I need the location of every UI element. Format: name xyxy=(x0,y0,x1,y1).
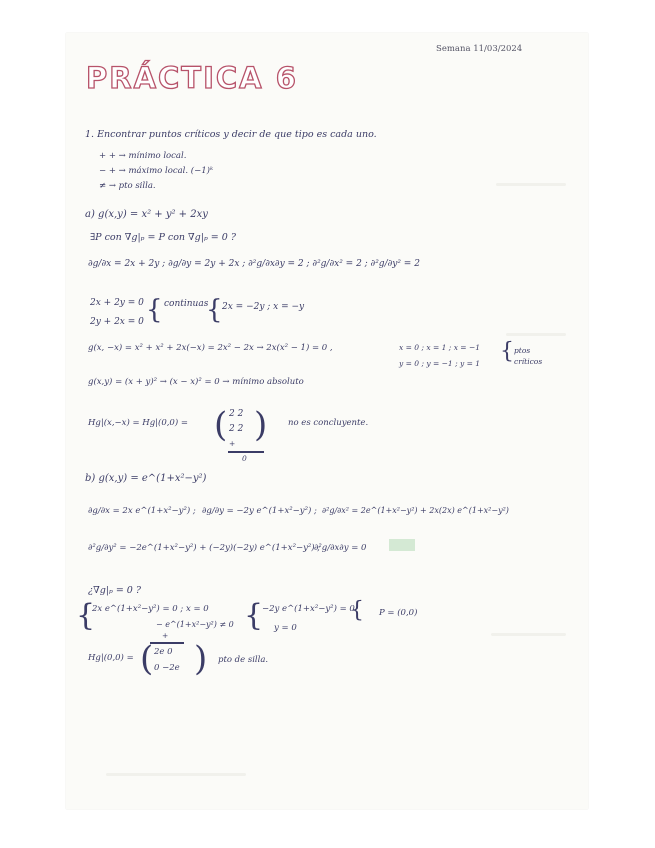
part-b-minor-sign: + xyxy=(162,631,169,640)
system-brace: { xyxy=(146,295,163,325)
matrix-left-paren: ( xyxy=(214,405,228,445)
part-a-continuous-label: continuas xyxy=(164,299,209,309)
matrix-right-paren: ) xyxy=(254,405,268,445)
part-b-critical-point: P = (0,0) xyxy=(379,608,418,618)
part-a-derivatives: ∂g/∂x = 2x + 2y ; ∂g/∂y = 2y + 2x ; ∂²g/∂x∂y = 2 ; ∂²g/∂x² = 2 ; ∂²g/∂y² = 2 xyxy=(88,259,420,269)
date-label: Semana 11/03/2024 xyxy=(436,44,523,54)
part-b-brace-2: { xyxy=(244,598,264,633)
part-a-substitution: g(x, −x) = x² + x² + 2x(−x) = 2x² − 2x → 2x(x² − 1) = 0 , xyxy=(88,343,333,353)
part-a-solution: 2x = −2y ; x = −y xyxy=(222,302,305,312)
rule-maximum: − + → máximo local. (−1)ᵏ xyxy=(99,166,214,176)
part-b-equation-2: −2y e^(1+x²−y²) = 0 xyxy=(262,604,355,614)
part-a-function: a) g(x,y) = x² + y² + 2xy xyxy=(85,209,208,220)
minor-bracket xyxy=(228,451,264,453)
part-a-matrix-row-2: 2 2 xyxy=(229,424,244,434)
part-b-question: ¿∇g|ₚ = 0 ? xyxy=(88,585,141,596)
part-b-matrix-right-paren: ) xyxy=(194,639,208,679)
exercise-statement: 1. Encontrar puntos críticos y decir de que tipo es cada uno. xyxy=(85,129,377,140)
part-a-conclusion: no es concluyente. xyxy=(288,418,369,428)
part-a-roots-x: x = 0 ; x = 1 ; x = −1 xyxy=(399,343,481,352)
part-b-dxy: ∂²g/∂x∂y = 0 xyxy=(314,543,367,553)
part-a-equation-1: 2x + 2y = 0 xyxy=(90,298,144,308)
part-b-system-brace: { xyxy=(76,598,96,633)
critical-points-brace: { xyxy=(500,339,514,364)
solution-brace: { xyxy=(206,295,223,325)
part-a-question: ∃P con ∇g|ₚ = P con ∇g|ₚ = 0 ? xyxy=(90,232,236,243)
part-b-hessian-label: Hg|(0,0) = xyxy=(88,653,134,663)
part-b-dyy: ∂²g/∂y² = −2e^(1+x²−y²) + (−2y)(−2y) e^(1+x²−y²) ; xyxy=(88,543,321,553)
part-a-matrix-row-1: 2 2 xyxy=(229,409,244,419)
rule-minimum: + + → mínimo local. xyxy=(99,151,187,161)
part-b-dx: ∂g/∂x = 2x e^(1+x²−y²) ; xyxy=(88,506,196,516)
part-b-function: b) g(x,y) = e^(1+x²−y²) xyxy=(85,473,207,484)
minor-sign: + xyxy=(229,439,236,448)
part-b-y-zero: y = 0 xyxy=(274,623,297,633)
highlighter-mark xyxy=(389,539,415,551)
part-b-minor-bracket xyxy=(150,642,184,644)
part-b-dxx: ∂²g/∂x² = 2e^(1+x²−y²) + 2x(2x) e^(1+x²−y²) xyxy=(322,506,509,515)
bleed-through-mark xyxy=(106,773,246,776)
part-b-dy: ∂g/∂y = −2y e^(1+x²−y²) ; xyxy=(202,506,317,516)
part-b-matrix-row-2: 0 −2e xyxy=(154,663,180,673)
part-b-matrix-row-1: 2e 0 xyxy=(154,647,173,657)
part-a-roots-y: y = 0 ; y = −1 ; y = 1 xyxy=(399,359,481,368)
bleed-through-mark xyxy=(491,633,566,636)
rule-saddle: ≠ → pto silla. xyxy=(99,181,156,191)
part-b-brace-3: { xyxy=(350,598,364,623)
notebook-page xyxy=(66,33,588,809)
part-a-minimum: g(x,y) = (x + y)² → (x − x)² = 0 → mínimo absoluto xyxy=(88,377,304,387)
part-a-equation-2: 2y + 2x = 0 xyxy=(90,317,144,327)
page-title: PRÁCTICA 6 xyxy=(86,61,298,95)
part-b-exp-nonzero: − e^(1+x²−y²) ≠ 0 xyxy=(156,620,234,629)
part-b-equation-1: 2x e^(1+x²−y²) = 0 ; x = 0 xyxy=(92,604,209,614)
minor-value: 0 xyxy=(242,454,247,463)
bleed-through-mark xyxy=(496,183,566,186)
part-b-matrix-left-paren: ( xyxy=(140,639,154,679)
part-b-conclusion: pto de silla. xyxy=(218,655,269,665)
bleed-through-mark xyxy=(506,333,566,336)
part-a-hessian-label: Hg|(x,−x) = Hg|(0,0) = xyxy=(88,418,188,428)
critical-points-label: ptos críticos xyxy=(514,346,543,366)
